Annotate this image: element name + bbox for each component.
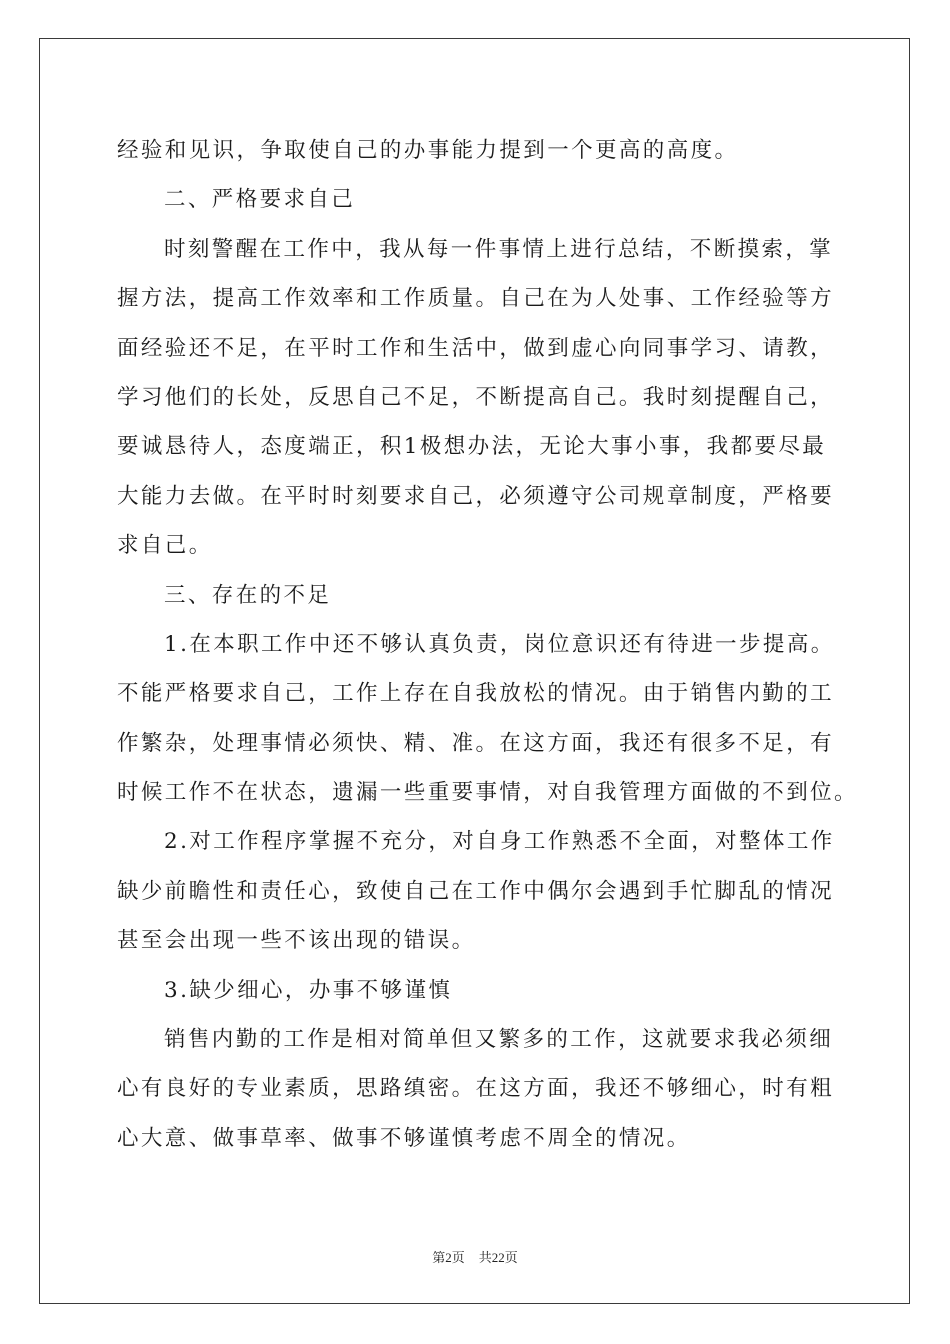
text-line: 二、严格要求自己 <box>164 187 356 213</box>
text-line: 2.对工作程序掌握不充分，对自身工作熟悉不全面，对整体工作 <box>164 829 835 855</box>
page-footer <box>0 1247 950 1266</box>
text-line: 3.缺少细心，办事不够谨慎 <box>164 977 453 1003</box>
text-line: 心大意、做事草率、做事不够谨慎考虑不周全的情况。 <box>117 1125 691 1151</box>
text-line: 甚至会出现一些不该出现的错误。 <box>117 928 476 954</box>
text-line: 缺少前瞻性和责任心，致使自己在工作中偶尔会遇到手忙脚乱的情况 <box>117 878 835 904</box>
document-body <box>117 126 858 1163</box>
text-line: 面经验还不足，在平时工作和生活中，做到虚心向同事学习、请教， <box>117 335 835 361</box>
text-line: 1.在本职工作中还不够认真负责，岗位意识还有待进一步提高。 <box>164 631 835 657</box>
text-line: 要诚恳待人，态度端正，积1极想办法，无论大事小事，我都要尽最 <box>117 434 827 460</box>
text-line: 时候工作不在状态，遗漏一些重要事情，对自我管理方面做的不到位。 <box>117 780 858 806</box>
text-line: 握方法，提高工作效率和工作质量。自己在为人处事、工作经验等方 <box>117 286 835 312</box>
text-line: 大能力去做。在平时时刻要求自己，必须遵守公司规章制度，严格要 <box>117 483 835 509</box>
text-line: 求自己。 <box>117 533 213 559</box>
text-line: 销售内勤的工作是相对简单但又繁多的工作，这就要求我必须细 <box>164 1027 834 1053</box>
page-number: 第2页 <box>432 1250 465 1265</box>
text-line: 经验和见识，争取使自己的办事能力提到一个更高的高度。 <box>117 138 739 163</box>
page-total: 共22页 <box>478 1250 518 1265</box>
text-line: 三、存在的不足 <box>164 582 332 608</box>
text-line: 时刻警醒在工作中，我从每一件事情上进行总结，不断摸索，掌 <box>164 236 834 262</box>
text-line: 学习他们的长处，反思自己不足，不断提高自己。我时刻提醒自己， <box>117 384 835 410</box>
text-line: 心有良好的专业素质，思路缜密。在这方面，我还不够细心，时有粗 <box>117 1076 835 1102</box>
text-line: 作繁杂，处理事情必须快、精、准。在这方面，我还有很多不足，有 <box>117 730 835 756</box>
text-line: 不能严格要求自己，工作上存在自我放松的情况。由于销售内勤的工 <box>117 681 835 707</box>
